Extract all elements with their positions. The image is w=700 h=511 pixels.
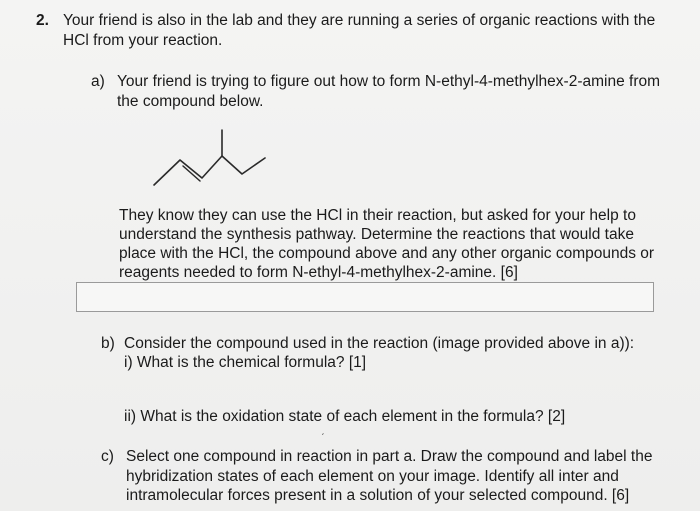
part-b-text-line-1: Consider the compound used in the reaction (image provided above in a)):	[124, 335, 635, 352]
part-a-paragraph-line-4: reagents needed to form N-ethyl-4-methylhex-2-amine. [6]	[119, 264, 518, 281]
carbon-chain-bonds	[154, 156, 265, 185]
part-a-paragraph-line-3: place with the HCl, the compound above and any other organic compounds or	[119, 245, 655, 262]
part-c-text-line-3: intramolecular forces present in a solution of your selected compound. [6]	[126, 487, 630, 504]
question-text-line-2: HCl from your reaction.	[63, 32, 223, 49]
part-c-label: c)	[101, 448, 114, 465]
part-c-text-line-1: Select one compound in reaction in part a. Draw the compound and label the	[126, 448, 653, 465]
part-b-sub-question-i: i) What is the chemical formula? [1]	[124, 354, 367, 371]
part-a-label: a)	[91, 73, 105, 90]
question-number: 2.	[36, 12, 49, 29]
part-b-label: b)	[101, 335, 115, 352]
part-a-answer-box[interactable]	[76, 282, 654, 312]
question-text-line-1: Your friend is also in the lab and they are running a series of organic reactions with the	[63, 12, 656, 29]
part-b-sub-question-ii: ii) What is the oxidation state of each element in the formula? [2]	[124, 408, 566, 425]
part-a-paragraph-line-2: understand the synthesis pathway. Determine the reactions that would take	[119, 226, 634, 243]
skeletal-formula-icon	[150, 128, 270, 188]
part-a-paragraph-line-1: They know they can use the HCl in their reaction, but asked for your help to	[119, 207, 636, 224]
part-c-text-line-2: hybridization states of each element on your image. Identify all inter and	[126, 468, 619, 485]
text-cursor-mark: ˏ	[321, 425, 325, 436]
part-a-text-line-1: Your friend is trying to figure out how to form N-ethyl-4-methylhex-2-amine from	[117, 73, 661, 90]
part-a-text-line-2: the compound below.	[117, 93, 264, 110]
